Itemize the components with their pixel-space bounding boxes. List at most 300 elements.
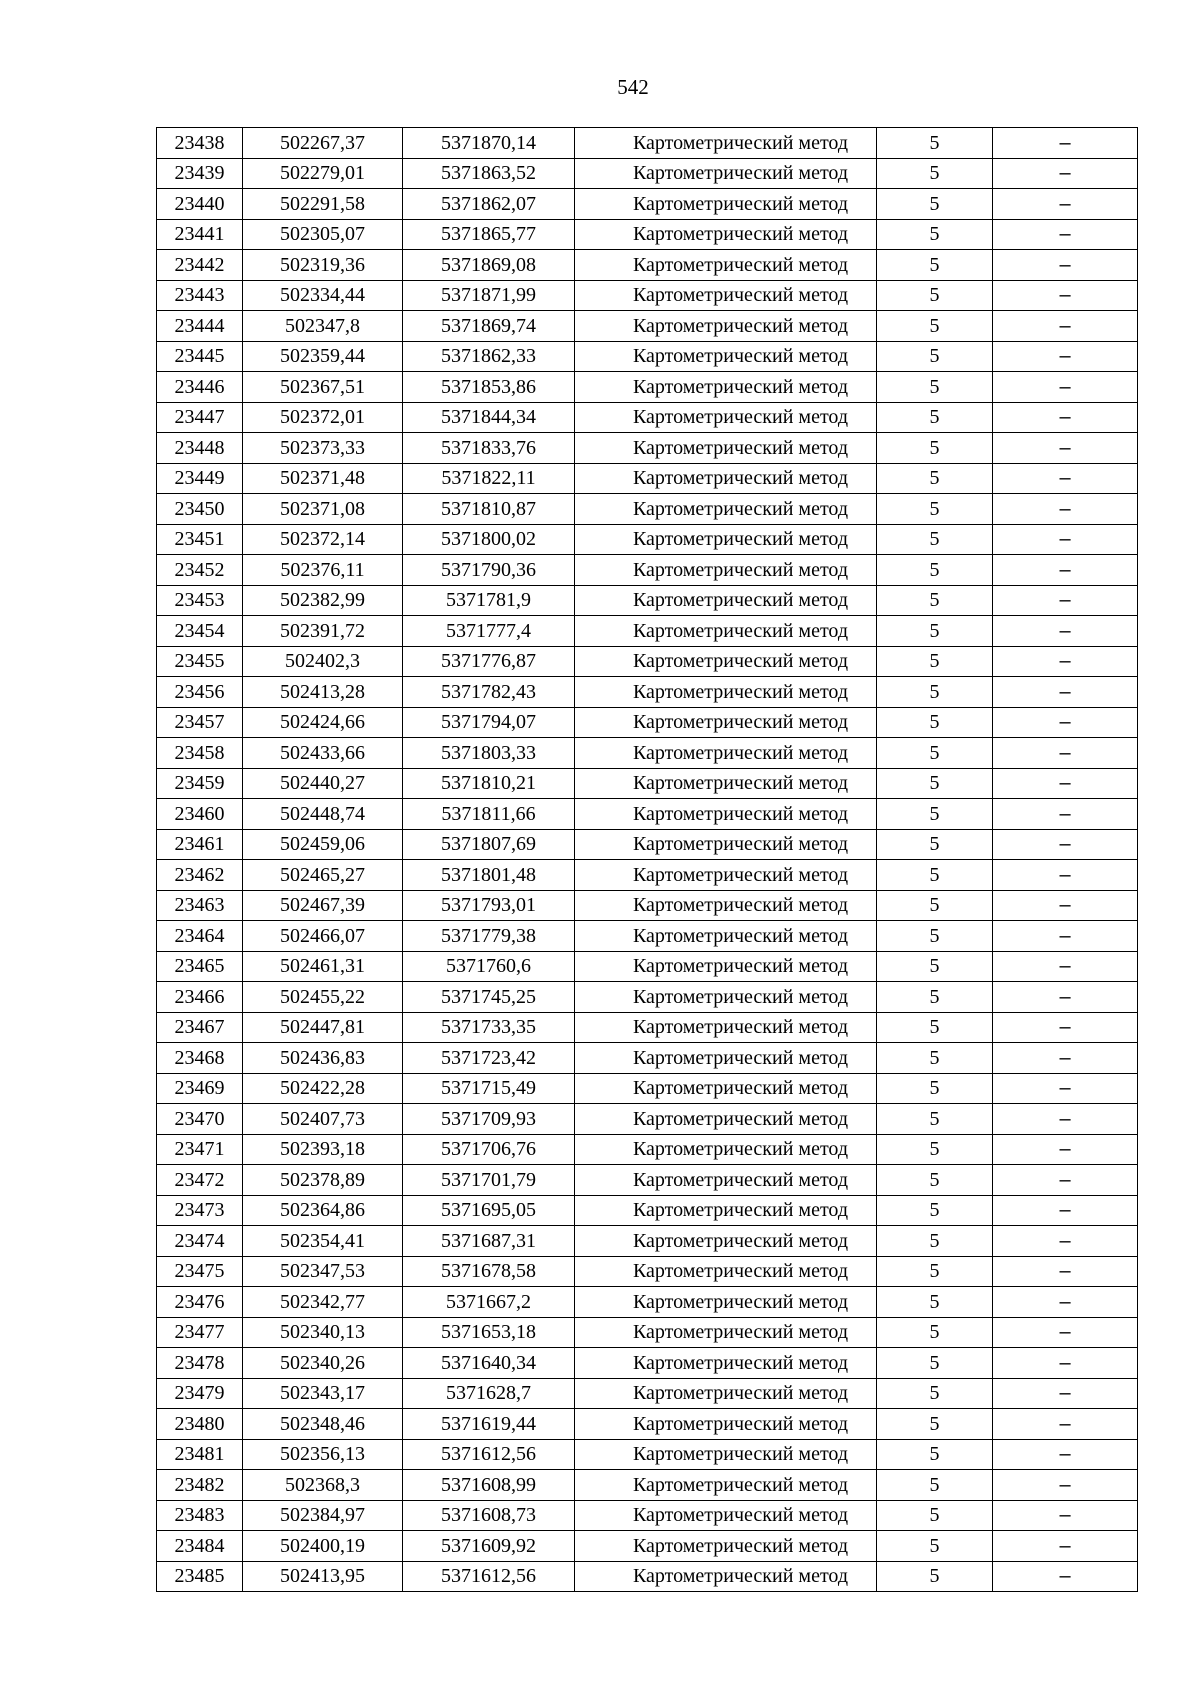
method-cell: Картометрический метод [575,1348,877,1379]
x-coordinate-cell: 502340,26 [243,1348,403,1379]
point-number-cell: 23457 [157,707,243,738]
accuracy-cell: 5 [877,1439,993,1470]
method-cell: Картометрический метод [575,1165,877,1196]
accuracy-cell: 5 [877,372,993,403]
x-coordinate-cell: 502407,73 [243,1104,403,1135]
description-cell: – [993,1500,1138,1531]
accuracy-cell: 5 [877,1134,993,1165]
y-coordinate-cell: 5371608,99 [403,1470,575,1501]
y-coordinate-cell: 5371793,01 [403,890,575,921]
method-cell: Картометрический метод [575,616,877,647]
x-coordinate-cell: 502413,28 [243,677,403,708]
point-number-cell: 23454 [157,616,243,647]
method-cell: Картометрический метод [575,921,877,952]
table-row [157,433,1138,464]
y-coordinate-cell: 5371810,87 [403,494,575,525]
x-coordinate-cell: 502459,06 [243,829,403,860]
accuracy-cell: 5 [877,1531,993,1562]
y-coordinate-cell: 5371723,42 [403,1043,575,1074]
method-cell: Картометрический метод [575,1073,877,1104]
method-cell: Картометрический метод [575,1439,877,1470]
y-coordinate-cell: 5371608,73 [403,1500,575,1531]
table-row [157,1104,1138,1135]
method-cell: Картометрический метод [575,311,877,342]
accuracy-cell: 5 [877,829,993,860]
method-cell: Картометрический метод [575,402,877,433]
point-number-cell: 23455 [157,646,243,677]
accuracy-cell: 5 [877,1348,993,1379]
y-coordinate-cell: 5371801,48 [403,860,575,891]
table-row [157,128,1138,159]
table-row [157,890,1138,921]
x-coordinate-cell: 502279,01 [243,158,403,189]
x-coordinate-cell: 502364,86 [243,1195,403,1226]
description-cell: – [993,768,1138,799]
description-cell: – [993,250,1138,281]
method-cell: Картометрический метод [575,494,877,525]
table-row [157,585,1138,616]
x-coordinate-cell: 502372,14 [243,524,403,555]
accuracy-cell: 5 [877,616,993,647]
y-coordinate-cell: 5371733,35 [403,1012,575,1043]
y-coordinate-cell: 5371810,21 [403,768,575,799]
point-number-cell: 23458 [157,738,243,769]
x-coordinate-cell: 502305,07 [243,219,403,250]
x-coordinate-cell: 502455,22 [243,982,403,1013]
y-coordinate-cell: 5371803,33 [403,738,575,769]
point-number-cell: 23444 [157,311,243,342]
accuracy-cell: 5 [877,1012,993,1043]
description-cell: – [993,1256,1138,1287]
point-number-cell: 23475 [157,1256,243,1287]
accuracy-cell: 5 [877,677,993,708]
method-cell: Картометрический метод [575,1012,877,1043]
x-coordinate-cell: 502319,36 [243,250,403,281]
y-coordinate-cell: 5371870,14 [403,128,575,159]
description-cell: – [993,158,1138,189]
description-cell: – [993,402,1138,433]
method-cell: Картометрический метод [575,555,877,586]
point-number-cell: 23438 [157,128,243,159]
y-coordinate-cell: 5371779,38 [403,921,575,952]
x-coordinate-cell: 502348,46 [243,1409,403,1440]
y-coordinate-cell: 5371628,7 [403,1378,575,1409]
point-number-cell: 23464 [157,921,243,952]
description-cell: – [993,433,1138,464]
point-number-cell: 23476 [157,1287,243,1318]
y-coordinate-cell: 5371715,49 [403,1073,575,1104]
x-coordinate-cell: 502354,41 [243,1226,403,1257]
description-cell: – [993,524,1138,555]
table-row [157,1226,1138,1257]
method-cell: Картометрический метод [575,1378,877,1409]
accuracy-cell: 5 [877,951,993,982]
accuracy-cell: 5 [877,280,993,311]
point-number-cell: 23452 [157,555,243,586]
page-number: 542 [617,75,649,99]
point-number-cell: 23453 [157,585,243,616]
point-number-cell: 23459 [157,768,243,799]
accuracy-cell: 5 [877,1256,993,1287]
table-row [157,768,1138,799]
method-cell: Картометрический метод [575,280,877,311]
method-cell: Картометрический метод [575,1226,877,1257]
table-row [157,799,1138,830]
y-coordinate-cell: 5371862,33 [403,341,575,372]
point-number-cell: 23484 [157,1531,243,1562]
method-cell: Картометрический метод [575,1531,877,1562]
method-cell: Картометрический метод [575,1104,877,1135]
table-row [157,829,1138,860]
x-coordinate-cell: 502267,37 [243,128,403,159]
method-cell: Картометрический метод [575,1409,877,1440]
table-row [157,219,1138,250]
point-number-cell: 23448 [157,433,243,464]
y-coordinate-cell: 5371871,99 [403,280,575,311]
accuracy-cell: 5 [877,524,993,555]
accuracy-cell: 5 [877,982,993,1013]
description-cell: – [993,463,1138,494]
x-coordinate-cell: 502433,66 [243,738,403,769]
y-coordinate-cell: 5371790,36 [403,555,575,586]
table-row [157,677,1138,708]
accuracy-cell: 5 [877,494,993,525]
table-row [157,1500,1138,1531]
method-cell: Картометрический метод [575,951,877,982]
y-coordinate-cell: 5371777,4 [403,616,575,647]
x-coordinate-cell: 502340,13 [243,1317,403,1348]
y-coordinate-cell: 5371782,43 [403,677,575,708]
point-number-cell: 23446 [157,372,243,403]
table-row [157,555,1138,586]
description-cell: – [993,921,1138,952]
accuracy-cell: 5 [877,1287,993,1318]
accuracy-cell: 5 [877,158,993,189]
method-cell: Картометрический метод [575,829,877,860]
x-coordinate-cell: 502291,58 [243,189,403,220]
accuracy-cell: 5 [877,1043,993,1074]
description-cell: – [993,585,1138,616]
table-row [157,524,1138,555]
table-row [157,280,1138,311]
point-number-cell: 23481 [157,1439,243,1470]
method-cell: Картометрический метод [575,158,877,189]
table-row [157,1165,1138,1196]
accuracy-cell: 5 [877,219,993,250]
point-number-cell: 23465 [157,951,243,982]
point-number-cell: 23462 [157,860,243,891]
x-coordinate-cell: 502372,01 [243,402,403,433]
x-coordinate-cell: 502424,66 [243,707,403,738]
x-coordinate-cell: 502448,74 [243,799,403,830]
x-coordinate-cell: 502447,81 [243,1012,403,1043]
table-row [157,1348,1138,1379]
description-cell: – [993,616,1138,647]
y-coordinate-cell: 5371844,34 [403,402,575,433]
y-coordinate-cell: 5371862,07 [403,189,575,220]
x-coordinate-cell: 502461,31 [243,951,403,982]
table-row [157,1470,1138,1501]
table-row [157,860,1138,891]
y-coordinate-cell: 5371800,02 [403,524,575,555]
y-coordinate-cell: 5371745,25 [403,982,575,1013]
x-coordinate-cell: 502359,44 [243,341,403,372]
point-number-cell: 23485 [157,1561,243,1592]
table-row [157,1378,1138,1409]
accuracy-cell: 5 [877,1165,993,1196]
method-cell: Картометрический метод [575,982,877,1013]
accuracy-cell: 5 [877,433,993,464]
y-coordinate-cell: 5371794,07 [403,707,575,738]
table-row [157,1439,1138,1470]
method-cell: Картометрический метод [575,738,877,769]
description-cell: – [993,372,1138,403]
method-cell: Картометрический метод [575,1134,877,1165]
method-cell: Картометрический метод [575,677,877,708]
table-row [157,402,1138,433]
description-cell: – [993,1439,1138,1470]
method-cell: Картометрический метод [575,219,877,250]
y-coordinate-cell: 5371811,66 [403,799,575,830]
x-coordinate-cell: 502391,72 [243,616,403,647]
point-number-cell: 23460 [157,799,243,830]
accuracy-cell: 5 [877,1500,993,1531]
method-cell: Картометрический метод [575,1561,877,1592]
x-coordinate-cell: 502371,08 [243,494,403,525]
y-coordinate-cell: 5371833,76 [403,433,575,464]
description-cell: – [993,677,1138,708]
description-cell: – [993,1531,1138,1562]
accuracy-cell: 5 [877,1378,993,1409]
y-coordinate-cell: 5371612,56 [403,1439,575,1470]
point-number-cell: 23445 [157,341,243,372]
description-cell: – [993,1470,1138,1501]
description-cell: – [993,1561,1138,1592]
description-cell: – [993,311,1138,342]
description-cell: – [993,829,1138,860]
accuracy-cell: 5 [877,250,993,281]
point-number-cell: 23447 [157,402,243,433]
description-cell: – [993,982,1138,1013]
point-number-cell: 23472 [157,1165,243,1196]
point-number-cell: 23478 [157,1348,243,1379]
accuracy-cell: 5 [877,341,993,372]
description-cell: – [993,1104,1138,1135]
y-coordinate-cell: 5371695,05 [403,1195,575,1226]
accuracy-cell: 5 [877,1073,993,1104]
description-cell: – [993,1317,1138,1348]
y-coordinate-cell: 5371612,56 [403,1561,575,1592]
accuracy-cell: 5 [877,1409,993,1440]
description-cell: – [993,1409,1138,1440]
method-cell: Картометрический метод [575,128,877,159]
point-number-cell: 23466 [157,982,243,1013]
point-number-cell: 23439 [157,158,243,189]
x-coordinate-cell: 502402,3 [243,646,403,677]
description-cell: – [993,219,1138,250]
point-number-cell: 23483 [157,1500,243,1531]
accuracy-cell: 5 [877,189,993,220]
accuracy-cell: 5 [877,1317,993,1348]
x-coordinate-cell: 502367,51 [243,372,403,403]
x-coordinate-cell: 502393,18 [243,1134,403,1165]
table-row [157,1012,1138,1043]
y-coordinate-cell: 5371706,76 [403,1134,575,1165]
method-cell: Картометрический метод [575,341,877,372]
method-cell: Картометрический метод [575,768,877,799]
accuracy-cell: 5 [877,1104,993,1135]
description-cell: – [993,494,1138,525]
method-cell: Картометрический метод [575,860,877,891]
description-cell: – [993,128,1138,159]
coordinates-table [156,127,1138,1592]
method-cell: Картометрический метод [575,189,877,220]
description-cell: – [993,280,1138,311]
table-row [157,463,1138,494]
y-coordinate-cell: 5371640,34 [403,1348,575,1379]
description-cell: – [993,1012,1138,1043]
description-cell: – [993,1043,1138,1074]
point-number-cell: 23471 [157,1134,243,1165]
x-coordinate-cell: 502342,77 [243,1287,403,1318]
point-number-cell: 23463 [157,890,243,921]
x-coordinate-cell: 502384,97 [243,1500,403,1531]
description-cell: – [993,1226,1138,1257]
table-row [157,1256,1138,1287]
accuracy-cell: 5 [877,738,993,769]
y-coordinate-cell: 5371863,52 [403,158,575,189]
method-cell: Картометрический метод [575,799,877,830]
description-cell: – [993,1378,1138,1409]
table-row [157,921,1138,952]
method-cell: Картометрический метод [575,1043,877,1074]
y-coordinate-cell: 5371653,18 [403,1317,575,1348]
x-coordinate-cell: 502373,33 [243,433,403,464]
coordinates-table-body [157,128,1138,1592]
table-row [157,1287,1138,1318]
point-number-cell: 23456 [157,677,243,708]
description-cell: – [993,1348,1138,1379]
x-coordinate-cell: 502440,27 [243,768,403,799]
point-number-cell: 23461 [157,829,243,860]
table-row [157,616,1138,647]
table-row [157,189,1138,220]
description-cell: – [993,799,1138,830]
table-row [157,646,1138,677]
accuracy-cell: 5 [877,585,993,616]
x-coordinate-cell: 502347,8 [243,311,403,342]
y-coordinate-cell: 5371609,92 [403,1531,575,1562]
description-cell: – [993,1073,1138,1104]
method-cell: Картометрический метод [575,1470,877,1501]
accuracy-cell: 5 [877,1470,993,1501]
y-coordinate-cell: 5371667,2 [403,1287,575,1318]
point-number-cell: 23441 [157,219,243,250]
accuracy-cell: 5 [877,1195,993,1226]
accuracy-cell: 5 [877,646,993,677]
table-row [157,1073,1138,1104]
accuracy-cell: 5 [877,128,993,159]
y-coordinate-cell: 5371869,74 [403,311,575,342]
x-coordinate-cell: 502413,95 [243,1561,403,1592]
y-coordinate-cell: 5371687,31 [403,1226,575,1257]
point-number-cell: 23479 [157,1378,243,1409]
y-coordinate-cell: 5371678,58 [403,1256,575,1287]
point-number-cell: 23474 [157,1226,243,1257]
x-coordinate-cell: 502343,17 [243,1378,403,1409]
point-number-cell: 23480 [157,1409,243,1440]
description-cell: – [993,1287,1138,1318]
method-cell: Картометрический метод [575,372,877,403]
method-cell: Картометрический метод [575,585,877,616]
x-coordinate-cell: 502382,99 [243,585,403,616]
y-coordinate-cell: 5371822,11 [403,463,575,494]
table-row [157,1531,1138,1562]
method-cell: Картометрический метод [575,707,877,738]
y-coordinate-cell: 5371781,9 [403,585,575,616]
x-coordinate-cell: 502465,27 [243,860,403,891]
table-row [157,707,1138,738]
x-coordinate-cell: 502371,48 [243,463,403,494]
x-coordinate-cell: 502400,19 [243,1531,403,1562]
description-cell: – [993,951,1138,982]
x-coordinate-cell: 502466,07 [243,921,403,952]
description-cell: – [993,707,1138,738]
method-cell: Картометрический метод [575,1500,877,1531]
y-coordinate-cell: 5371865,77 [403,219,575,250]
table-row [157,982,1138,1013]
table-row [157,738,1138,769]
table-row [157,1317,1138,1348]
x-coordinate-cell: 502356,13 [243,1439,403,1470]
method-cell: Картометрический метод [575,1317,877,1348]
description-cell: – [993,646,1138,677]
method-cell: Картометрический метод [575,524,877,555]
method-cell: Картометрический метод [575,1256,877,1287]
method-cell: Картометрический метод [575,1195,877,1226]
description-cell: – [993,738,1138,769]
method-cell: Картометрический метод [575,1287,877,1318]
table-row [157,1561,1138,1592]
accuracy-cell: 5 [877,768,993,799]
method-cell: Картометрический метод [575,890,877,921]
accuracy-cell: 5 [877,799,993,830]
accuracy-cell: 5 [877,1226,993,1257]
method-cell: Картометрический метод [575,433,877,464]
point-number-cell: 23443 [157,280,243,311]
y-coordinate-cell: 5371869,08 [403,250,575,281]
y-coordinate-cell: 5371853,86 [403,372,575,403]
point-number-cell: 23467 [157,1012,243,1043]
x-coordinate-cell: 502422,28 [243,1073,403,1104]
accuracy-cell: 5 [877,707,993,738]
method-cell: Картометрический метод [575,646,877,677]
x-coordinate-cell: 502467,39 [243,890,403,921]
point-number-cell: 23477 [157,1317,243,1348]
y-coordinate-cell: 5371619,44 [403,1409,575,1440]
table-row [157,311,1138,342]
y-coordinate-cell: 5371701,79 [403,1165,575,1196]
point-number-cell: 23469 [157,1073,243,1104]
x-coordinate-cell: 502378,89 [243,1165,403,1196]
table-row [157,1409,1138,1440]
description-cell: – [993,890,1138,921]
x-coordinate-cell: 502347,53 [243,1256,403,1287]
table-row [157,372,1138,403]
accuracy-cell: 5 [877,860,993,891]
description-cell: – [993,555,1138,586]
point-number-cell: 23442 [157,250,243,281]
